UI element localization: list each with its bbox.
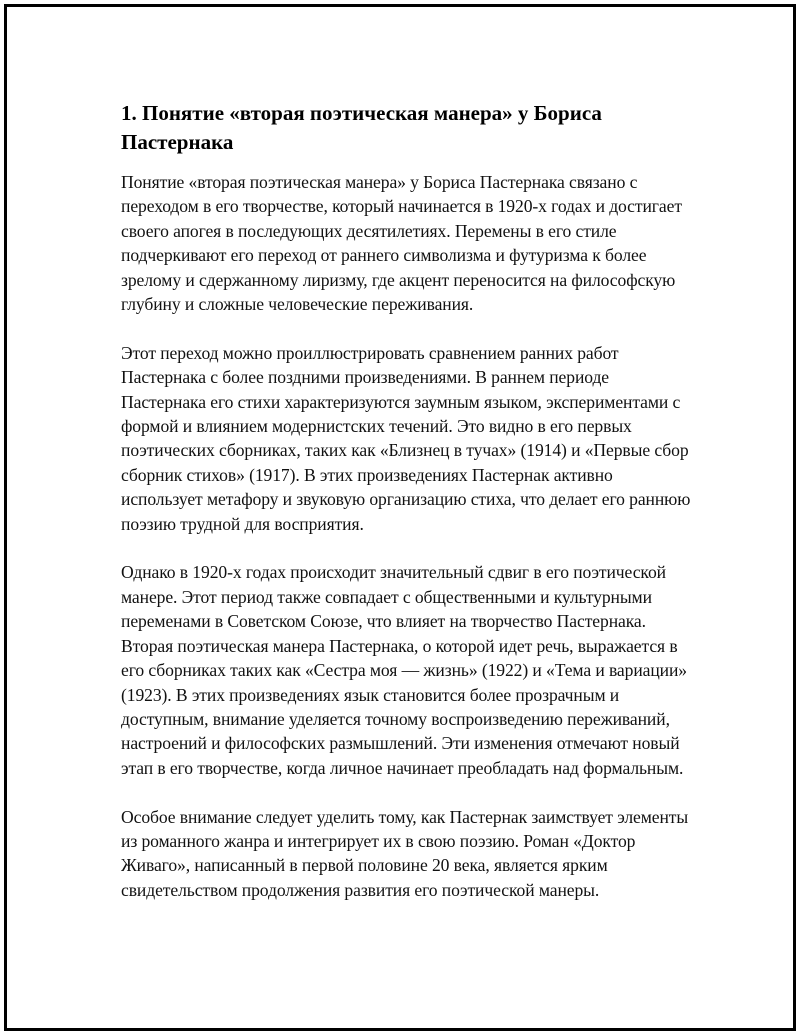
- paragraph-early-period: Этот переход можно проиллюстрировать сравнением ранних работ Пастернака с более поздними произведениями. В раннем периоде Пастернака его стихи характеризуются заумным языком, экспериментами с формой и влиянием модернистских течений. Это видно в его первых поэтических сборниках, таких как «Близнец в тучах» (1914) и «Первые сбор сборник стихов» (1917). В этих произведениях Пастернак активно использует метафору и звуковую организацию стиха, что делает его раннюю поэзию трудной для восприятия.: [121, 342, 691, 534]
- paragraph-second-manner: Однако в 1920-х годах происходит значительный сдвиг в его поэтической манере. Этот период также совпадает с общественными и культурными переменами в Советском Союзе, что влияет на творчество Пастернака. Вторая поэтическая манера Пастернака, о которой идет речь, выражается в его сборниках таких как «Сестра моя — жизнь» (1922) и «Тема и вариации» (1923). В этих произведениях язык становится более прозрачным и доступным, внимание уделяется точному воспроизведению переживаний, настроений и философских размышлений. Эти изменения отмечают новый этап в его творчестве, когда личное начинает преобладать над формальным.: [121, 562, 688, 778]
- section-heading: 1. Понятие «вторая поэтическая манера» у Бориса Пастернака: [121, 101, 602, 154]
- paragraph-novel-influence: Особое внимание следует уделить тому, как Пастернак заимствует элементы из романного жанра и интегрирует их в свою поэзию. Роман «Доктор Живаго», написанный в первой половине 20 века, является ярким свидетельством продолжения развития его поэтической манеры.: [121, 806, 689, 900]
- page-frame: [4, 4, 796, 1031]
- document-body: [121, 99, 696, 927]
- paragraph-intro: Понятие «вторая поэтическая манера» у Бориса Пастернака связано с переходом в его творчестве, который начинается в 1920-х годах и достигает своего апогея в последующих десятилетиях. Перемены в его стиле подчеркивают его переход от раннего символизма и футуризма к более зрелому и сдержанному лиризму, где акцент переносится на философскую глубину и сложные человеческие переживания.: [121, 172, 682, 315]
